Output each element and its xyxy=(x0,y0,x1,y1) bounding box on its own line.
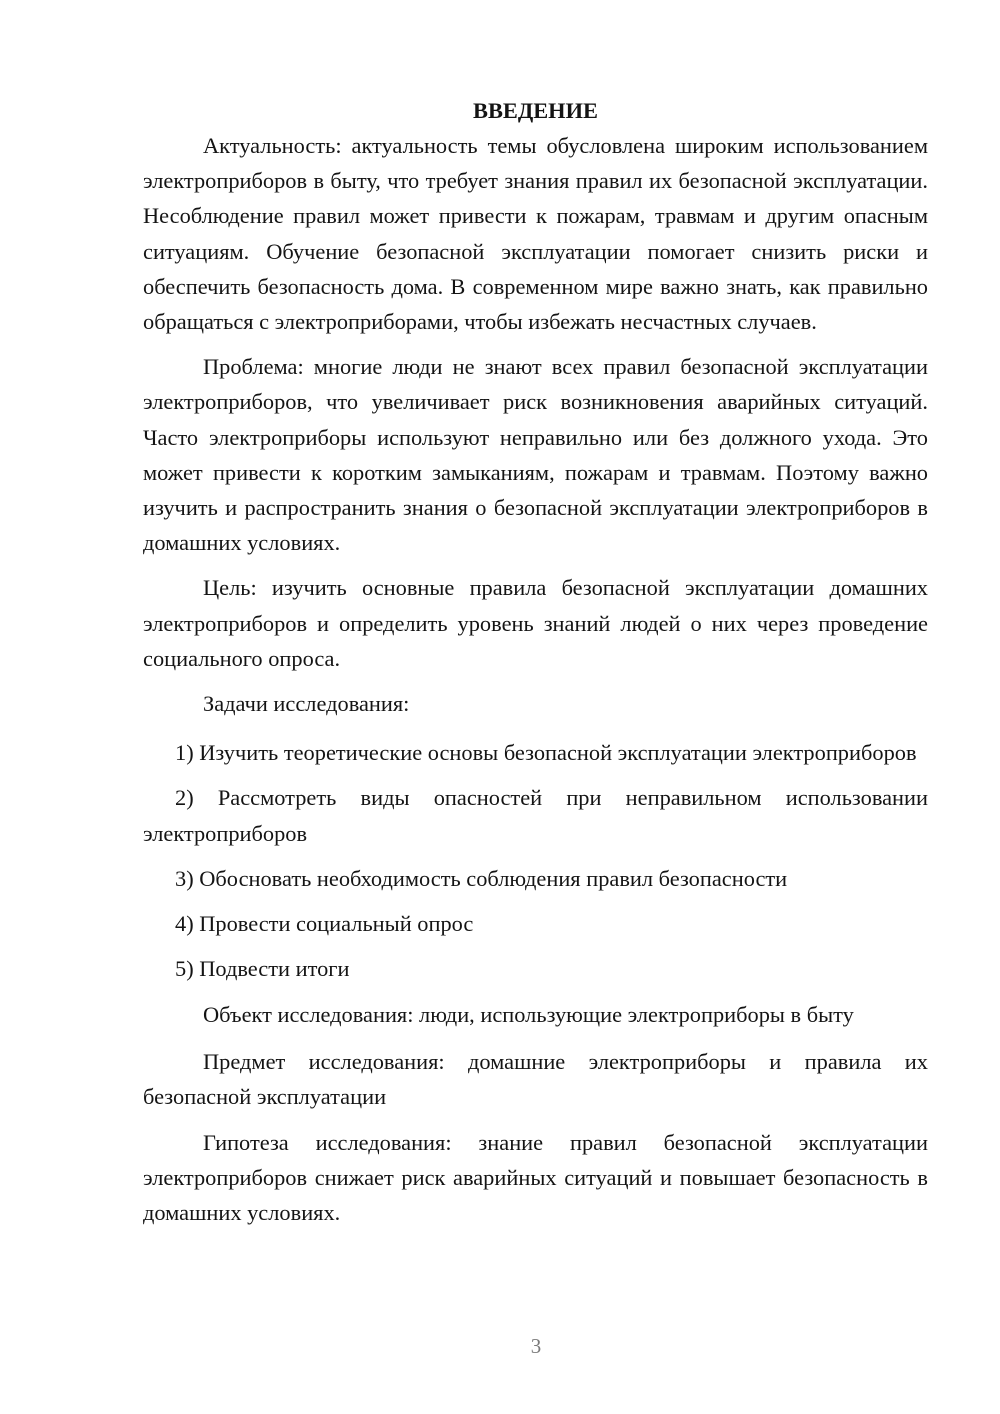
tasks-list xyxy=(143,735,928,986)
list-item: 2) Рассмотреть виды опасностей при неправильном использовании электроприборов xyxy=(143,785,928,846)
document-body xyxy=(143,93,928,1231)
page-title: ВВЕДЕНИЕ xyxy=(473,98,598,123)
paragraph-goal: Цель: изучить основные правила безопасной эксплуатации домашних электроприборов и определить уровень знаний людей о них через проведение социального опроса. xyxy=(143,575,928,671)
paragraph-subject: Предмет исследования: домашние электроприборы и правила их безопасной эксплуатации xyxy=(143,1048,928,1109)
page-number: 3 xyxy=(530,1334,542,1358)
list-item: 1) Изучить теоретические основы безопасной эксплуатации электроприборов xyxy=(175,740,917,766)
tasks-heading: Задачи исследования: xyxy=(203,691,410,717)
paragraph-object: Объект исследования: люди, использующие электроприборы в быту xyxy=(203,1002,854,1028)
list-item: 4) Провести социальный опрос xyxy=(175,911,474,937)
paragraph-relevance: Актуальность: актуальность темы обусловлена широким использованием электроприборов в быту, что требует знания правил их безопасной эксплуатации. Несоблюдение правил может привести к пожарам, травмам и другим опасным ситуациям. Обучение безопасной эксплуатации помогает снизить риски и обеспечить безопасность дома. В современном мире важно знать, как правильно обращаться с электроприборами, чтобы избежать несчастных случаев. xyxy=(143,133,928,335)
paragraph-problem: Проблема: многие люди не знают всех правил безопасной эксплуатации электроприборов, что увеличивает риск возникновения аварийных ситуаций. Часто электроприборы используют неправильно или без должного ухода. Это может привести к коротким замыканиям, пожарам и травмам. Поэтому важно изучить и распространить знания о безопасной эксплуатации электроприборов в домашних условиях. xyxy=(143,354,928,556)
paragraph-hypothesis: Гипотеза исследования: знание правил безопасной эксплуатации электроприборов снижает риск аварийных ситуаций и повышает безопасность в домашних условиях. xyxy=(143,1130,928,1226)
list-item: 3) Обосновать необходимость соблюдения правил безопасности xyxy=(175,865,788,891)
list-item: 5) Подвести итоги xyxy=(175,956,350,982)
